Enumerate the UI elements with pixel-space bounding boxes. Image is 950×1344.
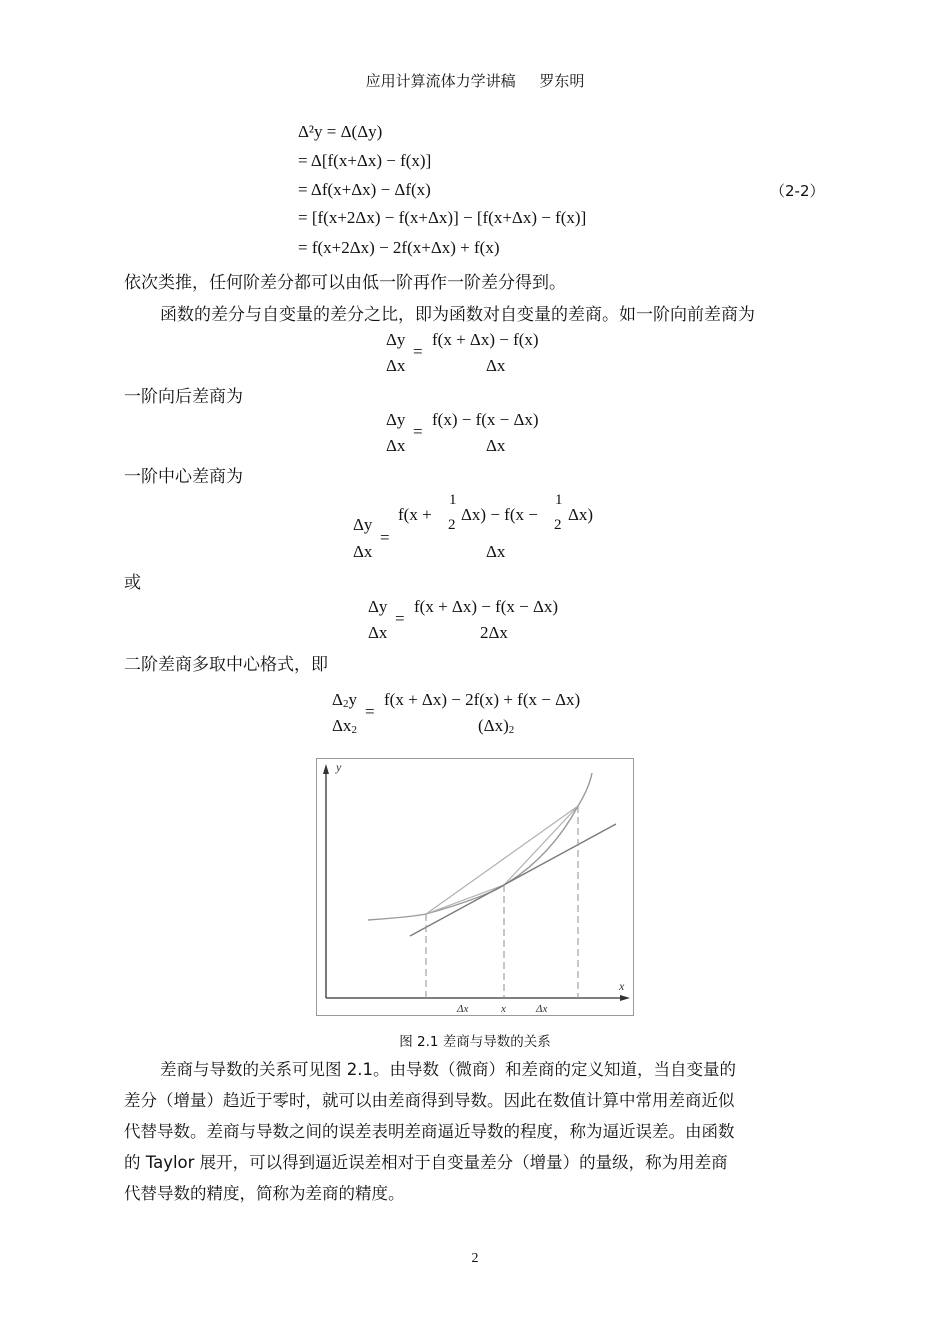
closing-line-2: 差分（增量）趋近于零时，就可以由差商得到导数。因此在数值计算中常用差商近似: [124, 1091, 735, 1110]
tick-label-dx-right: Δx: [536, 1003, 548, 1015]
backward-denominator: Δx: [486, 436, 506, 455]
paragraph-recursion: 依次类推，任何阶差分都可以由低一阶再作一阶差分得到。: [124, 273, 566, 293]
header-title: 应用计算流体力学讲稿: [365, 72, 516, 90]
central2-numerator: f(x + Δx) − f(x − Δx): [414, 597, 559, 616]
paragraph-second-order: 二阶差商多取中心格式，即: [124, 655, 328, 675]
forward-lhs-den: Δx: [386, 356, 406, 375]
page-header: [0, 70, 950, 91]
x-axis-label: x: [619, 979, 625, 993]
second-numerator: f(x + Δx) − 2f(x) + f(x − Δx): [384, 690, 581, 709]
central-lhs-den: Δx: [353, 542, 373, 561]
eq-line-3: = Δf(x+Δx) − Δf(x): [298, 180, 431, 199]
central-denominator: Δx: [486, 542, 506, 561]
paragraph-central: 一阶中心差商为: [124, 467, 243, 487]
closing-line-1: 差商与导数的关系可见图 2.1。由导数（微商）和差商的定义知道，当自变量的: [160, 1060, 736, 1079]
eq-line-2: = Δ[f(x+Δx) − f(x)]: [298, 151, 432, 170]
paragraph-quotient-intro: 函数的差分与自变量的差分之比，即为函数对自变量的差商。如一阶向前差商为: [160, 305, 755, 325]
closing-line-5: 代替导数的精度，简称为差商的精度。: [124, 1184, 405, 1203]
second-denominator: (Δx)2: [478, 716, 515, 736]
forward-numerator: f(x + Δx) − f(x): [432, 330, 539, 349]
closing-line-3: 代替导数。差商与导数之间的误差表明差商逼近导数的程度，称为逼近误差。由函数: [124, 1122, 735, 1141]
eq-line-5: = f(x+2Δx) − 2f(x+Δx) + f(x): [298, 238, 500, 257]
y-axis-label: y: [336, 760, 342, 774]
backward-lhs-num: Δy: [386, 410, 406, 429]
central-numerator-c: Δx): [568, 505, 594, 524]
central2-lhs-den: Δx: [368, 623, 388, 642]
central-half-top-1: 1: [449, 492, 457, 508]
figure-caption: 图 2.1 差商与导数的关系: [399, 1034, 551, 1050]
central-lhs-num: Δy: [353, 515, 373, 534]
closing-line-4: 的 Taylor 展开，可以得到逼近误差相对于自变量差分（增量）的量级，称为用差商: [124, 1153, 728, 1172]
paragraph-or: 或: [124, 573, 141, 593]
tick-label-dx-left: Δx: [457, 1003, 469, 1015]
central-half-bot-1: 2: [448, 517, 456, 533]
forward-denominator: Δx: [486, 356, 506, 375]
second-equals: =: [365, 702, 375, 721]
central2-equals: =: [395, 609, 405, 628]
equation-label: （2-2）: [770, 182, 825, 200]
central2-lhs-num: Δy: [368, 597, 388, 616]
central2-denominator: 2Δx: [480, 623, 508, 642]
eq-line-1: Δ²y = Δ(Δy): [298, 122, 383, 141]
second-lhs-den: Δx2: [332, 716, 357, 736]
central-numerator-b: Δx) − f(x −: [461, 505, 538, 524]
second-lhs-num: Δ2y: [332, 690, 357, 710]
forward-lhs-num: Δy: [386, 330, 406, 349]
central-half-bot-2: 2: [554, 517, 562, 533]
central-half-top-2: 1: [555, 492, 563, 508]
paragraph-backward: 一阶向后差商为: [124, 387, 243, 407]
forward-equals: =: [413, 342, 423, 361]
eq-line-4: = [f(x+2Δx) − f(x+Δx)] − [f(x+Δx) − f(x)]: [298, 208, 587, 227]
central-equals: =: [380, 528, 390, 547]
figure-frame: [317, 759, 634, 1016]
tick-label-x: x: [501, 1003, 506, 1015]
central-numerator-a: f(x +: [398, 505, 432, 524]
header-author: 罗东明: [539, 72, 585, 90]
backward-lhs-den: Δx: [386, 436, 406, 455]
page-number: 2: [471, 1251, 479, 1266]
backward-numerator: f(x) − f(x − Δx): [432, 410, 539, 429]
difference-quotient-figure: [316, 758, 634, 1016]
backward-equals: =: [413, 422, 423, 441]
